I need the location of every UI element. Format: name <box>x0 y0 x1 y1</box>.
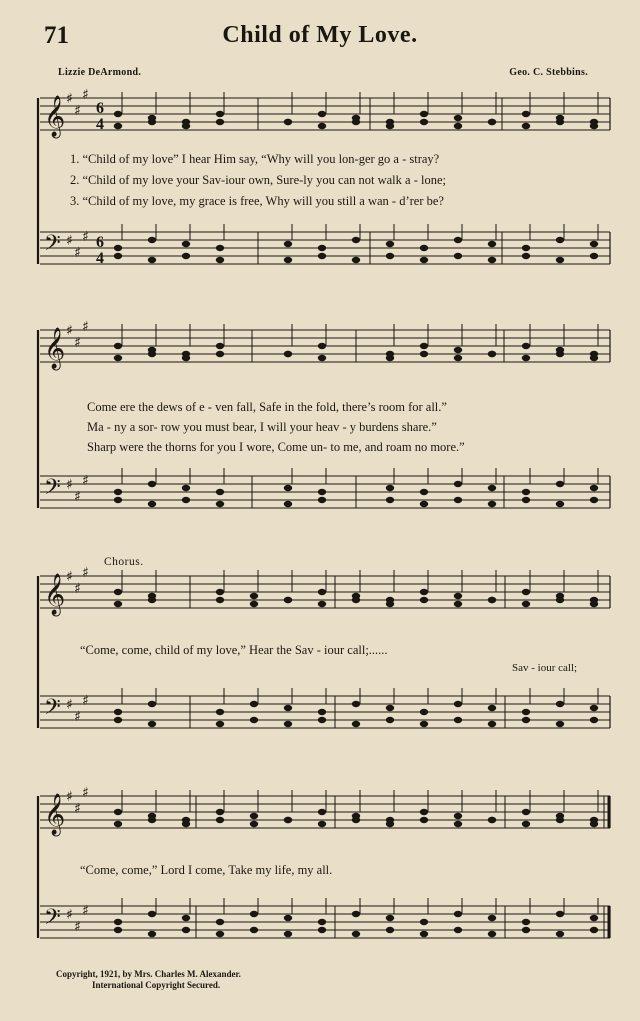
treble-clef: 𝄞 <box>44 328 66 369</box>
note-head <box>182 485 190 491</box>
note-head <box>420 721 428 727</box>
note-head <box>284 817 292 823</box>
note-head <box>114 601 122 607</box>
note-head <box>522 355 530 361</box>
note-head <box>522 809 530 815</box>
note-head <box>352 931 360 937</box>
note-head <box>522 343 530 349</box>
note-head <box>386 915 394 921</box>
note-head <box>488 485 496 491</box>
composer-credit: Geo. C. Stebbins. <box>509 67 588 78</box>
note-head <box>454 237 462 243</box>
note-head <box>420 501 428 507</box>
note-head <box>556 119 564 125</box>
note-head <box>488 351 496 357</box>
note-head <box>216 257 224 263</box>
note-head <box>148 701 156 707</box>
bass-clef: 𝄢 <box>44 231 61 261</box>
note-head <box>182 927 190 933</box>
sharp-sign: ♯ <box>66 477 73 493</box>
note-head <box>318 927 326 933</box>
sharp-sign: ♯ <box>82 693 89 709</box>
note-head <box>148 237 156 243</box>
note-head <box>148 817 156 823</box>
note-head <box>488 597 496 603</box>
treble-clef: 𝄞 <box>44 794 66 835</box>
note-head <box>556 237 564 243</box>
note-head <box>318 245 326 251</box>
sharp-sign: ♯ <box>74 801 81 817</box>
note-head <box>488 241 496 247</box>
note-head <box>556 817 564 823</box>
note-head <box>182 497 190 503</box>
note-head <box>216 709 224 715</box>
note-head <box>386 705 394 711</box>
note-head <box>420 245 428 251</box>
note-head <box>522 709 530 715</box>
note-head <box>488 257 496 263</box>
note-head <box>318 111 326 117</box>
note-head <box>318 717 326 723</box>
note-head <box>114 343 122 349</box>
note-head <box>556 911 564 917</box>
note-head <box>522 497 530 503</box>
note-head <box>420 597 428 603</box>
note-head <box>250 701 258 707</box>
note-head <box>454 497 462 503</box>
note-head <box>216 489 224 495</box>
note-head <box>454 115 462 121</box>
note-head <box>114 497 122 503</box>
note-head <box>590 241 598 247</box>
note-head <box>590 717 598 723</box>
note-head <box>590 355 598 361</box>
note-head <box>216 809 224 815</box>
note-head <box>522 253 530 259</box>
note-head <box>182 355 190 361</box>
note-head <box>522 489 530 495</box>
note-head <box>114 589 122 595</box>
note-head <box>216 589 224 595</box>
note-head <box>182 241 190 247</box>
note-head <box>148 351 156 357</box>
sharp-sign: ♯ <box>74 245 81 261</box>
note-head <box>318 919 326 925</box>
note-head <box>556 931 564 937</box>
note-head <box>386 485 394 491</box>
note-head <box>216 721 224 727</box>
note-head <box>284 721 292 727</box>
verse-2-line-2: Ma - ny a sor- row you must bear, I will your heav - y burdens share.” <box>87 420 437 434</box>
note-head <box>216 111 224 117</box>
note-head <box>352 911 360 917</box>
note-head <box>216 931 224 937</box>
sharp-sign: ♯ <box>82 319 89 335</box>
note-head <box>114 355 122 361</box>
note-head <box>148 597 156 603</box>
note-head <box>216 501 224 507</box>
note-head <box>590 485 598 491</box>
note-head <box>454 355 462 361</box>
copyright-line-2: International Copyright Secured. <box>92 980 221 990</box>
note-head <box>318 355 326 361</box>
note-head <box>386 123 394 129</box>
note-head <box>454 821 462 827</box>
note-head <box>284 501 292 507</box>
note-head <box>522 601 530 607</box>
note-head <box>182 253 190 259</box>
note-head <box>284 931 292 937</box>
note-head <box>182 123 190 129</box>
note-head <box>216 919 224 925</box>
note-head <box>420 589 428 595</box>
treble-clef: 𝄞 <box>44 96 66 137</box>
note-head <box>556 481 564 487</box>
note-head <box>590 927 598 933</box>
sharp-sign: ♯ <box>66 697 73 713</box>
note-head <box>590 601 598 607</box>
note-head <box>114 709 122 715</box>
note-head <box>454 911 462 917</box>
note-head <box>420 489 428 495</box>
note-head <box>114 253 122 259</box>
note-head <box>148 119 156 125</box>
note-head <box>114 111 122 117</box>
note-head <box>522 245 530 251</box>
note-head <box>522 919 530 925</box>
note-head <box>488 721 496 727</box>
note-head <box>318 253 326 259</box>
note-head <box>590 253 598 259</box>
bass-clef: 𝄢 <box>44 475 61 505</box>
verse-3-line-1: 3. “Child of my love, my grace is free, Why will you still a wan - d’rer be? <box>70 194 444 208</box>
hymn-number: 71 <box>44 22 69 49</box>
note-head <box>318 589 326 595</box>
note-head <box>182 915 190 921</box>
note-head <box>420 817 428 823</box>
note-head <box>352 817 360 823</box>
note-head <box>454 601 462 607</box>
sharp-sign: ♯ <box>82 87 89 103</box>
note-head <box>454 593 462 599</box>
sharp-sign: ♯ <box>66 789 73 805</box>
note-head <box>522 821 530 827</box>
verse-3-line-2: Sharp were the thorns for you I wore, Come un- to me, and roam no more.” <box>87 440 465 454</box>
copyright-line-1: Copyright, 1921, by Mrs. Charles M. Alexander. <box>56 969 241 979</box>
note-head <box>284 915 292 921</box>
note-head <box>386 821 394 827</box>
verse-2-line-1: 2. “Child of my love your Sav-iour own, Sure-ly you can not walk a - lone; <box>70 173 446 187</box>
sharp-sign: ♯ <box>82 229 89 245</box>
note-head <box>556 701 564 707</box>
note-head <box>352 701 360 707</box>
chorus-line-1: “Come, come, child of my love,” Hear the Sav - iour call;...... <box>80 643 388 657</box>
note-head <box>488 119 496 125</box>
note-head <box>216 245 224 251</box>
chorus-line-2: “Come, come,” Lord I come, Take my life, my all. <box>80 863 333 877</box>
note-head <box>454 347 462 353</box>
note-head <box>284 597 292 603</box>
time-signature-top: 6 <box>96 234 104 251</box>
note-head <box>522 589 530 595</box>
note-head <box>284 705 292 711</box>
note-head <box>386 497 394 503</box>
sharp-sign: ♯ <box>66 907 73 923</box>
sharp-sign: ♯ <box>74 709 81 725</box>
bass-clef: 𝄢 <box>44 695 61 725</box>
note-head <box>284 351 292 357</box>
note-head <box>114 919 122 925</box>
treble-clef: 𝄞 <box>44 574 66 615</box>
note-head <box>284 119 292 125</box>
note-head <box>216 119 224 125</box>
note-head <box>216 351 224 357</box>
note-head <box>148 931 156 937</box>
note-head <box>386 927 394 933</box>
note-head <box>454 481 462 487</box>
note-head <box>590 705 598 711</box>
note-head <box>318 343 326 349</box>
note-head <box>420 257 428 263</box>
note-head <box>420 119 428 125</box>
note-head <box>114 717 122 723</box>
note-head <box>216 343 224 349</box>
note-head <box>114 821 122 827</box>
note-head <box>114 123 122 129</box>
sharp-sign: ♯ <box>66 91 73 107</box>
note-head <box>352 119 360 125</box>
note-head <box>318 489 326 495</box>
copyright-notice <box>56 969 241 991</box>
note-head <box>522 927 530 933</box>
lyricist-credit: Lizzie DeArmond. <box>58 67 142 78</box>
note-head <box>454 927 462 933</box>
note-head <box>420 919 428 925</box>
note-head <box>216 597 224 603</box>
hymn-title: Child of My Love. <box>222 22 418 48</box>
note-head <box>284 485 292 491</box>
sharp-sign: ♯ <box>74 489 81 505</box>
note-head <box>318 123 326 129</box>
note-head <box>454 813 462 819</box>
note-head <box>488 501 496 507</box>
note-head <box>250 593 258 599</box>
note-head <box>386 717 394 723</box>
note-head <box>148 501 156 507</box>
note-head <box>488 915 496 921</box>
note-head <box>522 111 530 117</box>
note-head <box>590 497 598 503</box>
note-head <box>386 355 394 361</box>
note-head <box>488 705 496 711</box>
note-head <box>556 351 564 357</box>
verse-1-line-2: Come ere the dews of e - ven fall, Safe in the fold, there’s room for all.” <box>87 400 447 414</box>
note-head <box>352 237 360 243</box>
note-head <box>488 931 496 937</box>
sharp-sign: ♯ <box>66 323 73 339</box>
note-head <box>182 821 190 827</box>
note-head <box>454 123 462 129</box>
note-head <box>148 721 156 727</box>
verse-1-line-1: 1. “Child of my love” I hear Him say, “Why will you lon-ger go a - stray? <box>70 152 440 166</box>
note-head <box>590 123 598 129</box>
note-head <box>114 809 122 815</box>
note-head <box>114 927 122 933</box>
sharp-sign: ♯ <box>74 103 81 119</box>
time-signature-top: 6 <box>96 100 104 117</box>
sharp-sign: ♯ <box>66 569 73 585</box>
note-head <box>386 241 394 247</box>
sharp-sign: ♯ <box>74 335 81 351</box>
note-head <box>590 915 598 921</box>
note-head <box>454 253 462 259</box>
note-head <box>250 821 258 827</box>
note-head <box>114 245 122 251</box>
sharp-sign: ♯ <box>82 473 89 489</box>
note-head <box>420 709 428 715</box>
note-head <box>250 813 258 819</box>
note-head <box>420 111 428 117</box>
note-head <box>522 123 530 129</box>
note-head <box>284 257 292 263</box>
sharp-sign: ♯ <box>82 565 89 581</box>
note-head <box>454 717 462 723</box>
note-head <box>454 701 462 707</box>
time-signature-bottom: 4 <box>96 116 104 133</box>
note-head <box>420 809 428 815</box>
note-head <box>148 481 156 487</box>
note-head <box>556 501 564 507</box>
note-head <box>114 489 122 495</box>
note-head <box>216 817 224 823</box>
note-head <box>386 601 394 607</box>
sharp-sign: ♯ <box>74 919 81 935</box>
note-head <box>352 257 360 263</box>
note-head <box>148 911 156 917</box>
sharp-sign: ♯ <box>66 233 73 249</box>
note-head <box>250 927 258 933</box>
note-head <box>590 821 598 827</box>
time-signature-bottom: 4 <box>96 250 104 267</box>
note-head <box>556 597 564 603</box>
note-head <box>386 253 394 259</box>
note-head <box>352 721 360 727</box>
note-head <box>352 597 360 603</box>
chorus-label: Chorus. <box>104 556 144 568</box>
chorus-echo: Sav - iour call; <box>512 662 578 674</box>
note-head <box>318 709 326 715</box>
note-head <box>420 931 428 937</box>
note-head <box>318 601 326 607</box>
note-head <box>318 497 326 503</box>
note-head <box>250 601 258 607</box>
note-head <box>488 817 496 823</box>
note-head <box>556 257 564 263</box>
note-head <box>522 717 530 723</box>
note-head <box>318 809 326 815</box>
note-head <box>148 257 156 263</box>
note-head <box>250 717 258 723</box>
sharp-sign: ♯ <box>74 581 81 597</box>
note-head <box>250 911 258 917</box>
note-head <box>420 351 428 357</box>
sharp-sign: ♯ <box>82 903 89 919</box>
note-head <box>556 721 564 727</box>
note-head <box>420 343 428 349</box>
note-head <box>284 241 292 247</box>
bass-clef: 𝄢 <box>44 905 61 935</box>
note-head <box>318 821 326 827</box>
sharp-sign: ♯ <box>82 785 89 801</box>
